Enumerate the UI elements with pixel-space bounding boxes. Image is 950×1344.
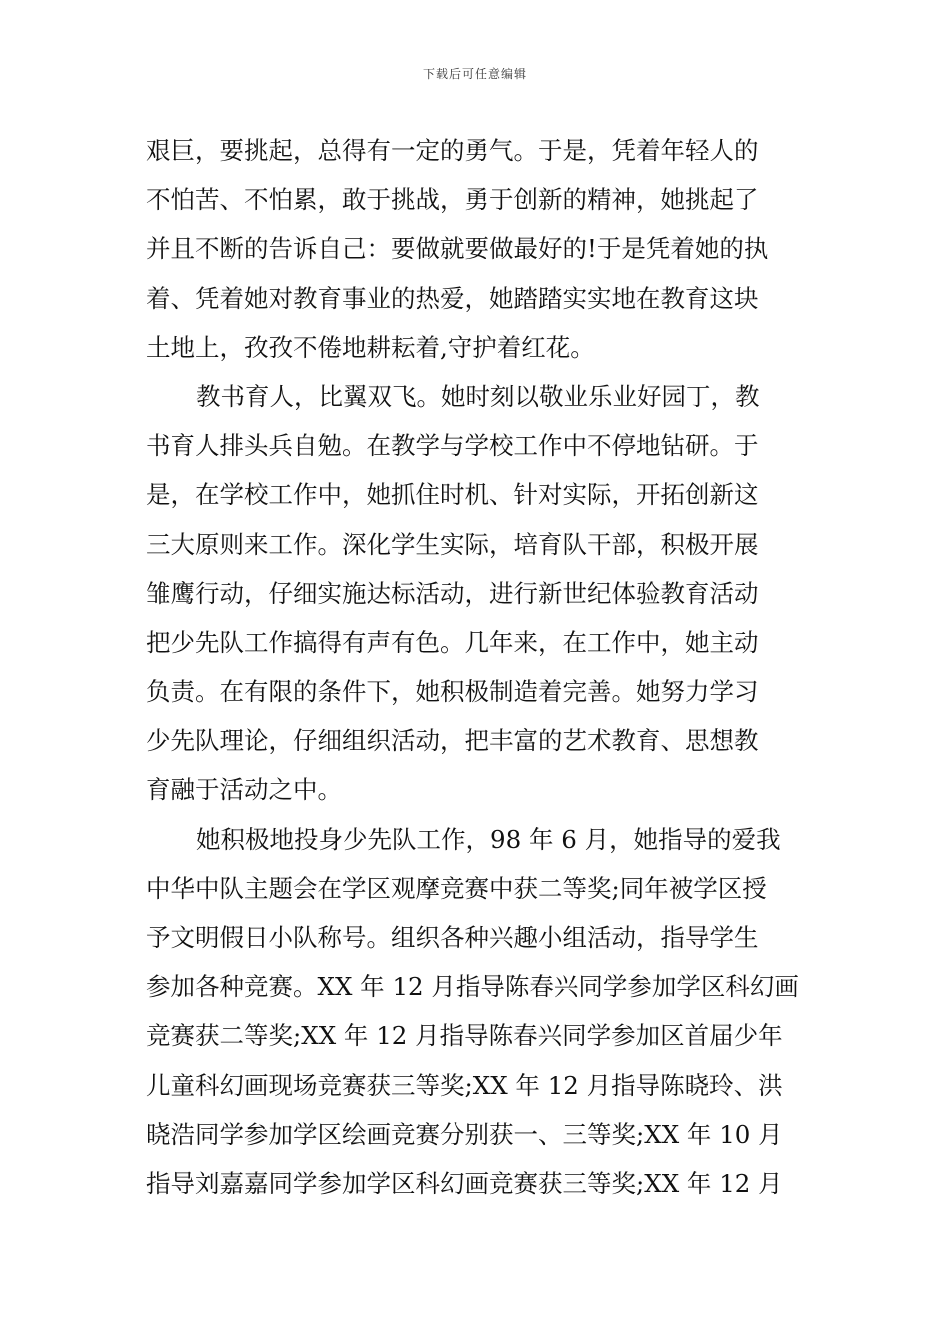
text-line: 雏鹰行动，仔细实施达标活动，进行新世纪体验教育活动 (146, 578, 759, 608)
text-line: 艰巨，要挑起，总得有一定的勇气。于是，凭着年轻人的 (146, 136, 759, 165)
text-line: 少先队理论，仔细组织活动，把丰富的艺术教育、思想教 (146, 726, 759, 756)
text-line: 儿童科幻画现场竞赛获三等奖;XX 年 12 月指导陈晓玲、洪 (146, 1070, 783, 1100)
text-line: 不怕苦、不怕累，敢于挑战，勇于创新的精神，她挑起了 (146, 185, 759, 215)
text-line: 把少先队工作搞得有声有色。几年来，在工作中，她主动 (146, 627, 759, 657)
paragraph-start-line: 教书育人，比翼双飞。她时刻以敬业乐业好园丁，教 (196, 381, 760, 411)
text-line: 晓浩同学参加学区绘画竞赛分别获一、三等奖;XX 年 10 月 (146, 1119, 783, 1149)
paragraph-start-line: 她积极地投身少先队工作，98 年 6 月，她指导的爱我 (196, 824, 781, 854)
text-line: 并且不断的告诉自己：要做就要做最好的!于是凭着她的执 (146, 234, 769, 264)
text-line: 三大原则来工作。深化学生实际，培育队干部，积极开展 (146, 529, 759, 559)
page-header: 下载后可任意编辑 (422, 67, 527, 81)
text-line: 竞赛获二等奖;XX 年 12 月指导陈春兴同学参加区首届少年 (146, 1021, 783, 1051)
text-line: 育融于活动之中。 (146, 775, 342, 805)
text-line: 参加各种竞赛。XX 年 12 月指导陈春兴同学参加学区科幻画 (146, 972, 799, 1002)
text-line: 指导刘嘉嘉同学参加学区科幻画竞赛获三等奖;XX 年 12 月 (146, 1168, 783, 1198)
text-line: 土地上，孜孜不倦地耕耘着,守护着红花。 (146, 332, 595, 362)
body-text (146, 126, 811, 1208)
text-line: 负责。在有限的条件下，她积极制造着完善。她努力学习 (146, 677, 759, 707)
text-line: 是，在学校工作中，她抓住时机、针对实际，开拓创新这 (146, 480, 759, 510)
text-line: 予文明假日小队称号。组织各种兴趣小组活动，指导学生 (146, 923, 759, 952)
text-line: 着、凭着她对教育事业的热爱，她踏踏实实地在教育这块 (146, 283, 759, 313)
text-line: 中华中队主题会在学区观摩竞赛中获二等奖;同年被学区授 (146, 873, 767, 903)
text-line: 书育人排头兵自勉。在教学与学校工作中不停地钻研。于 (146, 431, 759, 461)
